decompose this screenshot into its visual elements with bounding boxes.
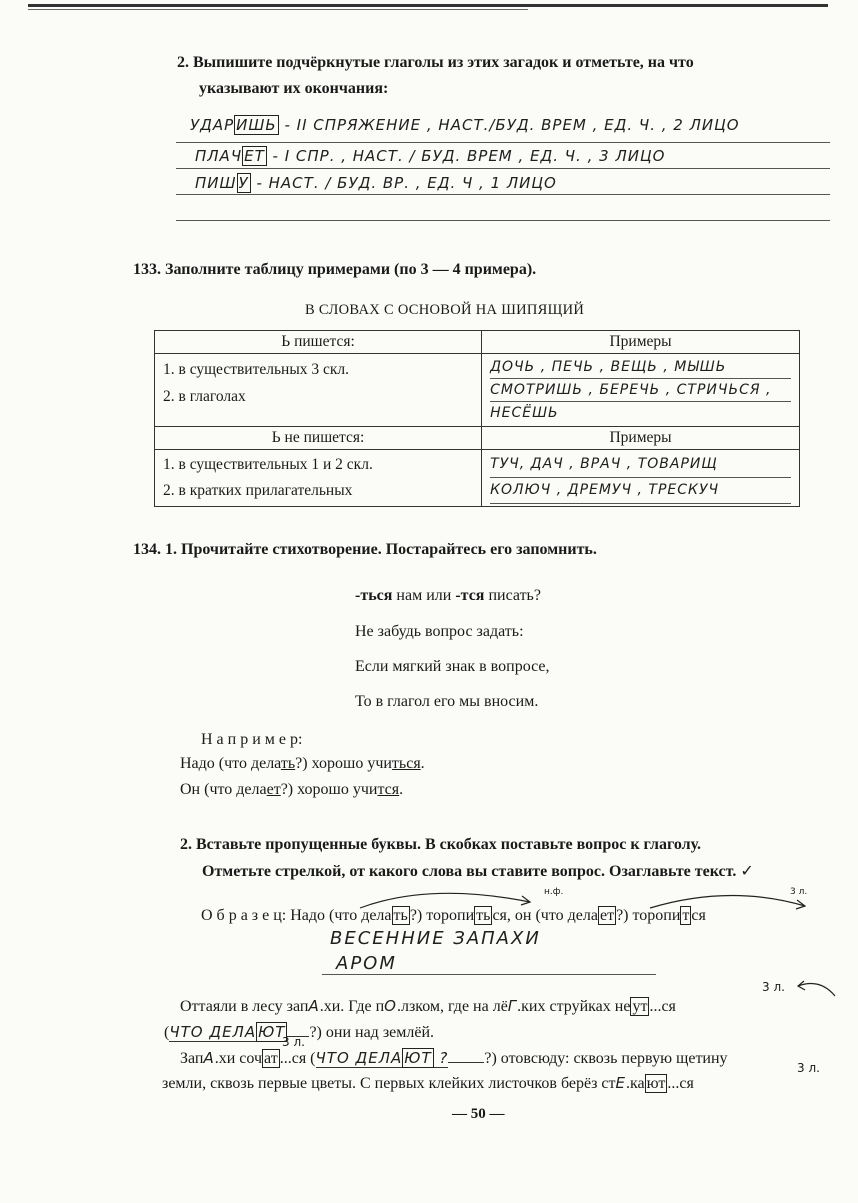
para2-line	[180, 1048, 728, 1069]
para1b-question: ЧТО ДЕЛА	[169, 1023, 257, 1041]
answer1-rest: - II СПРЯЖЕНИЕ , НАСТ./БУД. ВРЕМ , ЕД. Ч. , 2 ЛИЦО	[278, 116, 740, 134]
para2-insert-1: А	[203, 1049, 215, 1067]
task2-title-line2: указывают их окончания:	[199, 80, 389, 97]
examples-nouns: ДОЧЬ , ПЕЧЬ , ВЕЩЬ , МЫШЬ	[490, 356, 791, 379]
handwritten-title-1: ВЕСЕННИЕ ЗАПАХИ	[330, 928, 541, 949]
examples-adjectives: КОЛЮЧ , ДРЕМУЧ , ТРЕСКУЧ	[490, 478, 791, 504]
para1b-open-paren: (	[164, 1024, 170, 1041]
answer1-stem: УДАР	[190, 116, 235, 134]
table-header-row-1	[155, 331, 800, 354]
rule-cell-written	[155, 354, 482, 427]
example2-part-b: ?) хорошо учи	[280, 781, 378, 798]
example-line-1	[180, 754, 425, 774]
poem-line1-text2: писать?	[484, 587, 541, 604]
example2-part-a: Он (что дела	[180, 781, 267, 798]
para3-text-3: ...ся	[667, 1075, 694, 1092]
answer1-ending: ИШЬ	[236, 116, 277, 134]
sample-part-1: Надо (что дела	[286, 907, 392, 924]
para2-question-mark-hand: ?	[433, 1049, 449, 1067]
para3-text-1: земли, сквозь первые цветы. С первых клейких листочков берёз ст	[162, 1075, 616, 1092]
para3-note: 3 л.	[797, 1061, 820, 1075]
para1b-text: ?) они над землёй.	[309, 1024, 435, 1041]
sample-part-4: ?) торопи	[616, 907, 681, 924]
rule-nouns-3-decl: 1. в существительных 3 скл.	[163, 361, 350, 378]
answer3-stem: ПИШ	[195, 174, 237, 192]
rule-verbs: 2. в глаголах	[163, 388, 246, 405]
para1-text-5: ...ся	[649, 998, 676, 1015]
table-caption: В СЛОВАХ С ОСНОВОЙ НА ШИПЯЩИЙ	[305, 302, 585, 318]
task2-answer-2	[195, 147, 665, 165]
answer2-rest: - I СПР. , НАСТ. / БУД. ВРЕМ , ЕД. Ч. , 3 ЛИЦО	[266, 147, 666, 165]
para3-insert: Е	[615, 1074, 626, 1092]
answer-line-4	[176, 220, 830, 221]
rule-cell-not-written	[155, 450, 482, 507]
para2-text-3: ...ся (	[279, 1050, 316, 1067]
para2-text-1: Зап	[180, 1050, 204, 1067]
poem-line1-text1: нам или	[392, 587, 456, 604]
answer-line-1	[176, 142, 830, 143]
example1-ending-2: ться	[391, 755, 421, 772]
para2-box-1: ат	[264, 1050, 278, 1067]
answer-line-3	[176, 194, 830, 195]
para1-text-2: .хи. Где п	[319, 998, 385, 1015]
poem-ending-tsya: -тся	[455, 587, 485, 604]
table-row-written	[155, 354, 800, 427]
example2-ending-2: тся	[377, 781, 400, 798]
para1-arrow	[790, 976, 838, 1006]
sample-part-5: ся	[691, 907, 706, 924]
header-soft-sign-written: Ь пишется:	[155, 331, 482, 354]
top-border-line-thin	[28, 9, 528, 10]
check-mark-icon: ✓	[740, 861, 754, 880]
header-examples-2: Примеры	[482, 427, 800, 450]
sub2-line-1: 2. Вставьте пропущенные буквы. В скобках поставьте вопрос к глаголу.	[180, 836, 702, 853]
example1-part-c: .	[420, 755, 425, 772]
poem-line-1	[355, 586, 541, 606]
sample-note-nf: н.ф.	[544, 887, 564, 897]
sample-box-3: ет	[599, 907, 615, 924]
example-label: Н а п р и м е р:	[201, 731, 303, 748]
sub2-line-2: Отметьте стрелкой, от какого слова вы ставите вопрос. Озаглавьте текст.	[202, 863, 737, 880]
task2-answer-1	[190, 116, 740, 134]
answer2-ending: ЕТ	[244, 147, 265, 165]
para1-note: 3 л.	[762, 980, 785, 994]
para2-text-2: .хи соч	[214, 1050, 263, 1067]
sample-note-3l: 3 л.	[790, 887, 808, 897]
para1-text-4: .ких струйках не	[517, 998, 631, 1015]
para2-question: ЧТО ДЕЛА	[315, 1049, 403, 1067]
example2-part-c: .	[399, 781, 404, 798]
example1-ending-1: ть	[280, 755, 296, 772]
rule-short-adjectives: 2. в кратких прилагательных	[163, 482, 353, 499]
examples-cell-not-written	[482, 450, 800, 507]
sample-label: О б р а з е ц:	[201, 907, 287, 924]
table-header-row-2	[155, 427, 800, 450]
example-line-2	[180, 780, 403, 800]
task133-title: 133. Заполните таблицу примерами (по 3 — 4 примера).	[133, 261, 537, 278]
answer3-rest: - НАСТ. / БУД. ВР. , ЕД. Ч , 1 ЛИЦО	[250, 174, 557, 192]
task2-answer-3	[195, 174, 557, 192]
para1-box: ут	[632, 998, 648, 1015]
para1-text-3: .лзком, где на лё	[396, 998, 508, 1015]
task134-title: 134. 1. Прочитайте стихотворение. Постарайтесь его запомнить.	[133, 541, 597, 558]
para1-insert-2: О	[384, 997, 397, 1015]
task134-sub2-title	[180, 832, 840, 885]
sample-line	[201, 906, 706, 926]
para2-box-2: ЮТ	[404, 1049, 432, 1067]
sample-box-1: ть	[393, 907, 408, 924]
para1-insert-3: Г	[507, 997, 518, 1015]
task2-title-line1: 2. Выпишите подчёркнутые глаголы из этих загадок и отметьте, на что	[177, 54, 694, 71]
sample-part-3: ся, он (что дела	[492, 907, 598, 924]
para1-insert-1: А	[308, 997, 320, 1015]
poem-ending-tsya-soft: -ться	[355, 587, 393, 604]
example2-ending-1: ет	[266, 781, 281, 798]
title-line	[322, 974, 656, 975]
answer3-ending: У	[238, 174, 249, 192]
sample-box-2: ть	[476, 907, 491, 924]
spelling-table	[154, 330, 800, 507]
table-row-not-written	[155, 450, 800, 507]
para3-box: ют	[646, 1075, 666, 1092]
top-border-line	[28, 4, 828, 7]
para3-text-2: .ка	[625, 1075, 645, 1092]
poem-line-4: То в глагол его мы вносим.	[355, 693, 539, 710]
rule-nouns-1-2-decl: 1. в существительных 1 и 2 скл.	[163, 456, 373, 473]
header-soft-sign-not-written: Ь не пишется:	[155, 427, 482, 450]
answer2-stem: ПЛАЧ	[195, 147, 243, 165]
para2-blank	[448, 1062, 484, 1063]
para3-line	[162, 1073, 694, 1094]
sample-part-2: ?) торопи	[409, 907, 475, 924]
poem-line-3: Если мягкий знак в вопросе,	[355, 658, 550, 675]
examples-nouns-1-2: ТУЧ, ДАЧ , ВРАЧ , ТОВАРИЩ	[490, 452, 791, 478]
examples-verbs: СМОТРИШЬ , БЕРЕЧЬ , СТРИЧЬСЯ ,	[490, 379, 791, 402]
para2-text-4: ?) отовсюду: сквозь первую щетину	[484, 1050, 728, 1067]
example1-part-a: Надо (что дела	[180, 755, 281, 772]
answer-line-2	[176, 168, 830, 169]
header-examples-1: Примеры	[482, 331, 800, 354]
example1-part-b: ?) хорошо учи	[295, 755, 392, 772]
para2-note: 3 л.	[282, 1035, 305, 1049]
sample-box-4: т	[682, 907, 690, 924]
poem-line-2: Не забудь вопрос задать:	[355, 623, 524, 640]
page-number: — 50 —	[452, 1106, 505, 1122]
examples-verbs-2: НЕСЁШЬ	[490, 405, 559, 421]
para1b-box: ЮТ	[258, 1023, 286, 1041]
para1-line	[180, 996, 676, 1017]
para1-text-1: Оттаяли в лесу зап	[180, 998, 309, 1015]
handwritten-title-2: АРОМ	[336, 953, 397, 974]
examples-cell-written	[482, 354, 800, 427]
task2-title	[177, 50, 837, 102]
